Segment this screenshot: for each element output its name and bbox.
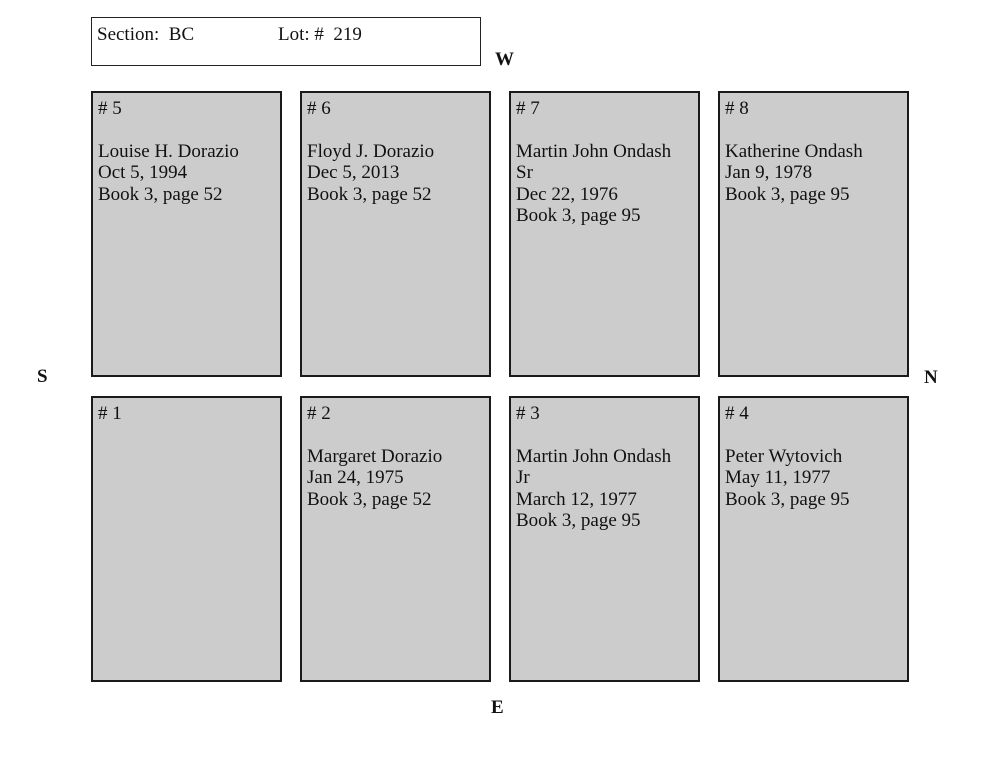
plot-number: # 7: [516, 98, 540, 119]
record-reference: Book 3, page 95: [725, 488, 850, 510]
plot-number: # 5: [98, 98, 122, 119]
plot-5: [91, 91, 282, 377]
plot-number: # 3: [516, 403, 540, 424]
record-reference: Book 3, page 95: [725, 183, 850, 205]
plot-number: # 6: [307, 98, 331, 119]
record-reference: Book 3, page 52: [307, 183, 432, 205]
interred-name: Louise H. Dorazio: [98, 140, 239, 162]
lot-header-box: [91, 17, 481, 66]
section-label: Section: BC: [97, 24, 195, 45]
burial-date: Jan 24, 1975: [307, 467, 404, 488]
record-reference: Book 3, page 52: [98, 183, 223, 205]
plot-1: [91, 396, 282, 682]
lot-number-label: Lot: # 219: [278, 24, 362, 45]
plot-6: [300, 91, 491, 377]
plot-number: # 1: [98, 403, 122, 424]
record-reference: Book 3, page 52: [307, 488, 432, 510]
burial-date: Dec 5, 2013: [307, 162, 400, 183]
interred-name: Katherine Ondash: [725, 140, 863, 162]
plot-8: [718, 91, 909, 377]
burial-date: May 11, 1977: [725, 467, 831, 488]
interred-name: Peter Wytovich: [725, 445, 843, 467]
interred-name: Martin John Ondash: [516, 445, 672, 467]
plot-number: # 2: [307, 403, 331, 424]
compass-south: S: [37, 366, 48, 387]
burial-date: Jan 9, 1978: [725, 162, 813, 183]
plot-7: [509, 91, 700, 377]
name-suffix: Jr: [516, 467, 530, 488]
record-reference: Book 3, page 95: [516, 205, 641, 226]
interred-name: Floyd J. Dorazio: [307, 140, 435, 162]
plot-number: # 4: [725, 403, 749, 424]
plot-number: # 8: [725, 98, 749, 119]
burial-date: March 12, 1977: [516, 488, 637, 510]
burial-date: Dec 22, 1976: [516, 183, 618, 205]
burial-date: Oct 5, 1994: [98, 162, 188, 183]
plot-2: [300, 396, 491, 682]
record-reference: Book 3, page 95: [516, 510, 641, 531]
interred-name: Martin John Ondash: [516, 140, 672, 162]
plot-4: [718, 396, 909, 682]
compass-north: N: [924, 367, 938, 388]
interred-name: Margaret Dorazio: [307, 445, 443, 467]
name-suffix: Sr: [516, 162, 533, 183]
compass-west: W: [495, 49, 514, 70]
plot-3: [509, 396, 700, 682]
compass-east: E: [491, 697, 504, 718]
